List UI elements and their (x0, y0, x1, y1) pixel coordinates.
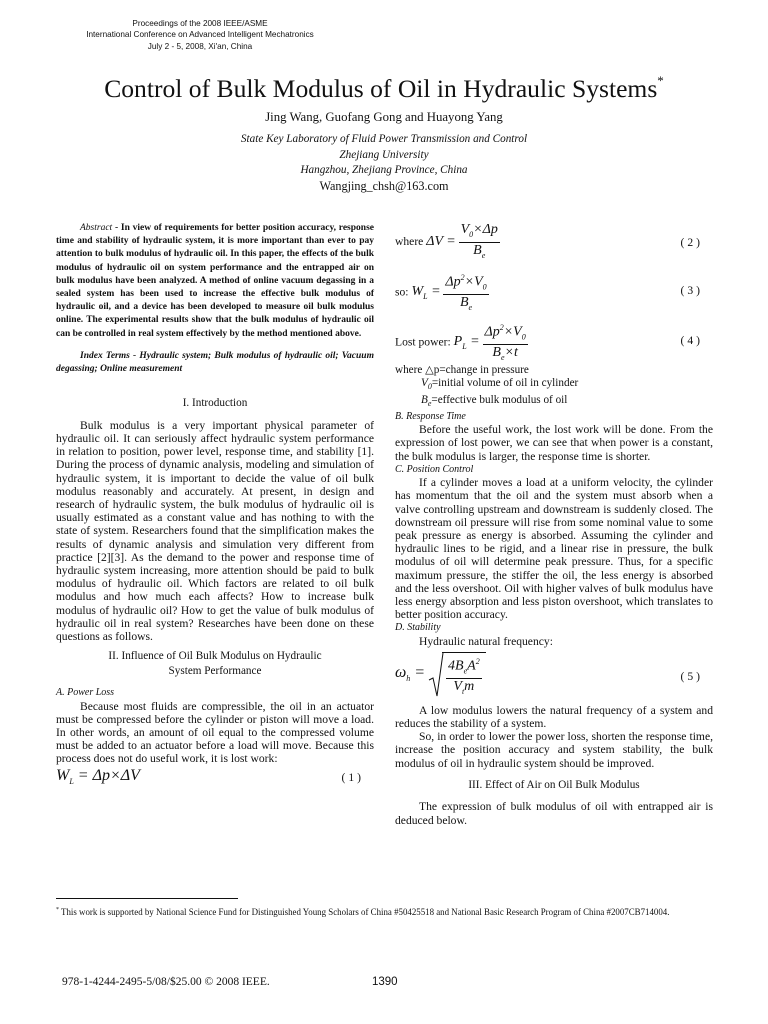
stability-paragraph-2: So, in order to lower the power loss, shorten the response time, increase the position accuracy and system stability, the bulk modulus of oil in hydraulic system should be improved. (395, 730, 713, 770)
equation-1-number: (1) (341, 770, 364, 784)
introduction-paragraph: Bulk modulus is a very important physical parameter of hydraulic oil. It can seriously affect hydraulic system performance in relation to position, power level, response time, and stability [1]. During the process of dynamic analysis, modeling and simulation of hydraulic system, it is important to decide the value of oil bulk modulus reasonably and accurately. At present, in design and research of hydraulic system, the bulk modulus of hydraulic oil is usually estimated as a constant value and has nothing to with the state of system. Researchers found that the simplification makes the results of dynamic analysis and simulation very different from practice [2][3]. As the demand to the power and response time of hydraulic system increasing, more attention should be paid to bulk modulus of hydraulic oil. Which factors are related to oil bulk modulus and how much each affects? How to increase bulk modulus of hydraulic oil? How to get the value of bulk modulus of hydraulic oil in real system? Researches have been done on these questions as follows. (56, 418, 374, 644)
equation-3-number: (3) (680, 284, 703, 297)
definition-volume-text: =initial volume of oil in cylinder (431, 377, 579, 390)
author-list: Jing Wang, Guofang Gong and Huayong Yang (265, 110, 503, 124)
equation-2 (395, 222, 713, 266)
stability-intro: Hydraulic natural frequency: (419, 634, 553, 648)
equation-2-lhs: ΔV = (426, 233, 456, 249)
paper-title (0, 66, 768, 104)
equation-3-lhs: $W_L$ = (411, 284, 441, 302)
equation-3-fraction: $\frac{\Delta p^2\times V_0}{B_e}$ (443, 270, 488, 315)
subsection-heading-response-time: B. Response Time (395, 411, 466, 423)
definition-volume: $V_0=initial$ volume of oil in cylinder (421, 377, 579, 392)
subsection-heading-position-control: C. Position Control (395, 463, 474, 475)
equation-5 (395, 652, 713, 704)
author-email: Wangjing_chsh@163.com (319, 179, 449, 193)
equation-2-fraction: $\frac{V_0\times\Delta p}{B_e}$ (460, 222, 498, 260)
position-control-paragraph: If a cylinder moves a load at a uniform velocity, the cylinder has momentum that the oil and the system must absorb when a valve controlling upstream and downstream is suddenly closed. The downstream oil pressure will rise from some nominal value to some peak pressure as energy is absorbed. Assuming the cylinder and hydraulic lines to be rigid, and a linear rise in pressure, the bulk modulus of oil will determine peak pressure. Thus, for a specific maximum pressure, the stiffer the oil, the less energy is absorbed and the less overshoot. Oil with higher valves of bulk modulus have less energy absorption and less piston overshoot, which translates to better position accuracy. (395, 476, 713, 622)
footnote (56, 904, 716, 918)
index-terms-text: - Hydraulic system; Bulk modulus of hydraulic oil; Vacuum degassing; Online measurement (56, 350, 374, 375)
equation-5-number: (5) (680, 669, 703, 683)
sqrt-symbol (428, 652, 444, 698)
subsection-heading-stability: D. Stability (395, 622, 441, 634)
conference-line-2: International Conference on Advanced Intelligent Mechatronics (86, 30, 314, 40)
lost-power-label: Lost power: (395, 335, 451, 349)
abstract-label: Abstract (80, 223, 113, 233)
equation-1-formula: $W_L = \Delta p\times\Delta V$ (56, 766, 140, 786)
left-column (56, 222, 374, 789)
conference-line-1: Proceedings of the 2008 IEEE/ASME (132, 19, 268, 28)
so-label: so: (395, 285, 409, 299)
equation-3 (395, 270, 713, 314)
index-terms (56, 350, 374, 376)
equation-4-fraction: $\frac{\Delta p^2\times V_0}{B_e\times t}$ (483, 320, 528, 365)
equation-4-number: (4) (680, 334, 703, 347)
conference-header (0, 18, 400, 52)
equation-5-fraction: $\frac{4B_eA^2}{V_tm}$ (446, 654, 482, 699)
abstract-text: - In view of requirements for better position accuracy, response time and stability of hydraulic system, it is more important than ever to pay attention to bulk modulus of hydraulic oil. In this paper, the effects of the bulk modulus of hydraulic oil on system performance and the entrapped air on bulk modulus have been analyzed. A method of online vacuum degassing in a sealed system has been used to increase the effective bulk modulus of hydraulic oil, and a device has been developed to measure oil bulk modulus online. The experimental results show that the bulk modulus of hydraulic oil can be controlled in real system effectively by the method mentioned above. (56, 223, 374, 339)
stability-paragraph-1: A low modulus lowers the natural frequency of a system and reduces the stability of a system. (395, 703, 713, 730)
section-heading-2-line-1: II. Influence of Oil Bulk Modulus on Hydraulic (108, 650, 322, 663)
affiliation (0, 132, 768, 179)
footnote-mark: * (56, 907, 59, 913)
footnote-text: This work is supported by National Science Fund for Distinguished Young Scholars of China #50425518 and National Basic Research Program of China #2007CB714004. (59, 906, 670, 917)
affiliation-line-2: Zhejiang University (339, 148, 429, 161)
equation-5-lhs: $\omega_h$ = (395, 663, 426, 683)
response-time-paragraph: Before the useful work, the lost work will be done. From the expression of lost power, we can see that when power is a constant, the bulk modulus is larger, the response time is shorter. (395, 423, 713, 463)
section-heading-3: III. Effect of Air on Oil Bulk Modulus (468, 778, 640, 791)
definition-bulk-modulus: $B_e=effective$ bulk modulus of oil (421, 393, 568, 408)
equation-1 (56, 766, 374, 789)
index-terms-label: Index Terms (80, 350, 130, 361)
affiliation-line-1: State Key Laboratory of Fluid Power Transmission and Control (240, 133, 528, 145)
where-label: where (395, 234, 424, 248)
subsection-heading-power-loss: A. Power Loss (56, 687, 115, 699)
variable-definitions (395, 364, 713, 410)
equation-4 (395, 320, 713, 364)
right-column (395, 222, 713, 827)
equation-2-number: (2) (680, 236, 703, 249)
equation-4-lhs: $P_L$ = (453, 334, 480, 352)
paper-title-text: Control of Bulk Modulus of Oil in Hydraulic Systems (104, 74, 658, 103)
affiliation-line-3: Hangzhou, Zhejiang Province, China (300, 164, 468, 177)
page-number: 1390 (372, 976, 398, 988)
conference-line-3: July 2 - 5, 2008, Xi'an, China (147, 41, 253, 51)
copyright-line: 978-1-4244-2495-5/08/$25.00 © 2008 IEEE. (62, 976, 270, 988)
definition-pressure: where △p=change in pressure (395, 364, 529, 376)
section-3-paragraph: The expression of bulk modulus of oil with entrapped air is deduced below. (395, 800, 713, 827)
footnote-divider (56, 898, 238, 899)
power-loss-paragraph: Because most fluids are compressible, the oil in an actuator must be compressed before the cylinder or piston will move a load. In other words, an amount of oil equal to the compressed volume must be added to an actuator before a load will move. Because this process does not do useful work, it is lost work: (56, 699, 374, 766)
abstract (56, 222, 374, 341)
equation-5-sqrt (428, 652, 486, 699)
section-heading-2-line-2: System Performance (168, 664, 262, 677)
definition-bulk-modulus-text: =effective bulk modulus of oil (431, 393, 568, 406)
section-heading-introduction: I. Introduction (182, 397, 248, 410)
title-footnote-mark: * (657, 73, 664, 88)
